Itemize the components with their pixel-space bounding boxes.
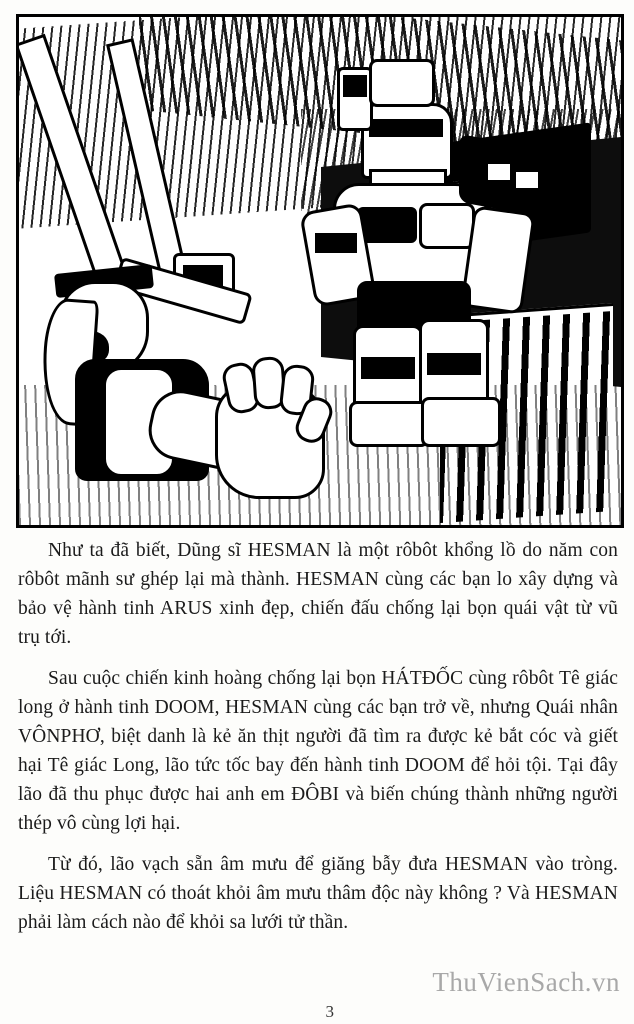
paragraph-3: Từ đó, lão vạch sẵn âm mưu để giăng bẫy đưa HESMAN vào tròng. Liệu HESMAN có thoát khỏi âm mưu thâm độc này không ? Và HESMAN phải làm cách nào để khỏi sa lưới tử thần.	[18, 854, 618, 933]
robot-hesman	[309, 57, 569, 487]
robot-leg-stripe	[361, 357, 415, 379]
paragraph-2: Sau cuộc chiến kinh hoàng chống lại bọn HÁTĐỐC cùng rôbôt Tê giác long ở hành tinh DOOM, HESMAN cùng các bạn trở về, nhưng Quái nhân VÔNPHƠ, biệt danh là kẻ ăn thịt người đã tìm ra được kẻ bắt cóc và giết hại Tê giác Long, lão tức tốc bay đến hành tinh DOOM để hỏi tội. Tại đây lão đã thu phục được hai anh em ĐÔBI và biến chúng thành những người thép vô cùng lợi hại.	[18, 668, 618, 834]
robot-foot-right	[421, 397, 501, 447]
robot-leg-stripe	[427, 353, 481, 375]
robot-arm-right	[460, 205, 536, 315]
watermark: ThuVienSach.vn	[432, 967, 620, 997]
robot-shoulder-light	[485, 161, 513, 183]
robot-helmet-top	[369, 59, 435, 107]
comic-panel-artwork	[19, 17, 621, 525]
page-number: 3	[325, 1002, 334, 1021]
warrior-character	[29, 247, 329, 525]
comic-panel	[16, 14, 624, 528]
paragraph-1: Như ta đã biết, Dũng sĩ HESMAN là một rôbôt khổng lồ do năm con rôbôt mãnh sư ghép lại mà thành. HESMAN cùng các bạn lo xây dựng và bảo vệ hành tinh ARUS xinh đẹp, chiến đấu chống lại bọn quái vật từ vũ trụ tới.	[18, 540, 618, 648]
robot-foot-left	[349, 401, 429, 447]
robot-head	[361, 103, 453, 179]
robot-visor	[369, 119, 443, 137]
robot-shoulder-pad-right	[419, 203, 475, 249]
narration-text-block	[18, 536, 618, 937]
robot-shoulder-light	[513, 169, 541, 191]
robot-crest-detail	[343, 75, 367, 97]
